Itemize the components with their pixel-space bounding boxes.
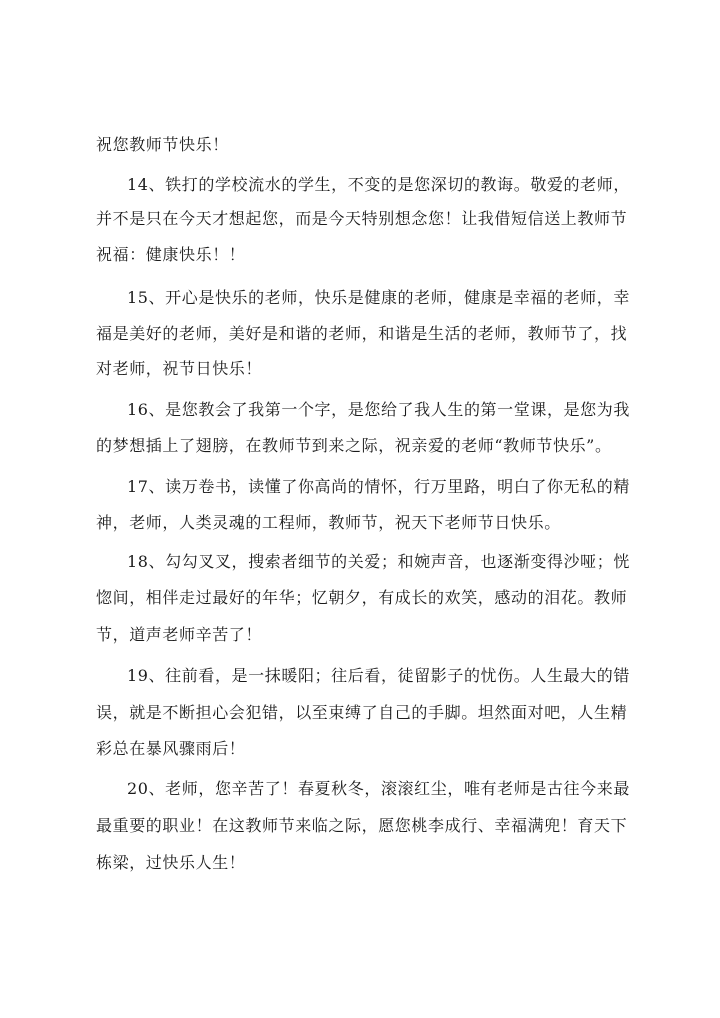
paragraph-16-line-2: 的梦想插上了翅膀，在教师节到来之际，祝亲爱的老师“教师节快乐”。 <box>96 436 612 455</box>
text-line: 祝您教师节快乐！ <box>96 135 229 154</box>
paragraph-19-line-2: 误，就是不断担心会犯错，以至束缚了自己的手脚。坦然面对吧，人生精 <box>96 703 628 722</box>
paragraph-16-line-1: 16、是您教会了我第一个字，是您给了我人生的第一堂课，是您为我 <box>127 400 630 419</box>
paragraph-14-line-1: 14、铁打的学校流水的学生，不变的是您深切的教诲。敬爱的老师， <box>127 175 630 194</box>
paragraph-19-line-3: 彩总在暴风骤雨后！ <box>96 739 246 758</box>
paragraph-15-line-3: 对老师，祝节日快乐！ <box>96 359 263 378</box>
paragraph-18-line-2: 惚间，相伴走过最好的年华；忆朝夕，有成长的欢笑，感动的泪花。教师 <box>96 588 628 607</box>
paragraph-18-line-1: 18、勾勾叉叉，搜索者细节的关爱；和婉声音，也逐渐变得沙哑；恍 <box>127 552 630 571</box>
paragraph-19-line-1: 19、往前看，是一抹暖阳；往后看，徒留影子的忧伤。人生最大的错 <box>127 666 630 685</box>
paragraph-17-line-1: 17、读万卷书，读懂了你高尚的情怀，行万里路，明白了你无私的精 <box>127 477 630 496</box>
paragraph-20-line-1: 20、老师，您辛苦了！春夏秋冬，滚滚红尘，唯有老师是古往今来最 <box>127 779 630 798</box>
paragraph-14-line-3: 祝福：健康快乐！！ <box>96 245 246 264</box>
paragraph-15-line-2: 福是美好的老师，美好是和谐的老师，和谐是生活的老师，教师节了，找 <box>96 324 628 343</box>
paragraph-14-line-2: 并不是只在今天才想起您，而是今天特别想念您！让我借短信送上教师节 <box>96 209 628 228</box>
paragraph-20-line-3: 栋梁，过快乐人生！ <box>96 853 246 872</box>
paragraph-15-line-1: 15、开心是快乐的老师，快乐是健康的老师，健康是幸福的老师，幸 <box>127 288 630 307</box>
paragraph-20-line-2: 最重要的职业！在这教师节来临之际，愿您桃李成行、幸福满兜！育天下 <box>96 816 628 835</box>
paragraph-18-line-3: 节，道声老师辛苦了！ <box>96 625 263 644</box>
paragraph-17-line-2: 神，老师，人类灵魂的工程师，教师节，祝天下老师节日快乐。 <box>96 513 561 532</box>
